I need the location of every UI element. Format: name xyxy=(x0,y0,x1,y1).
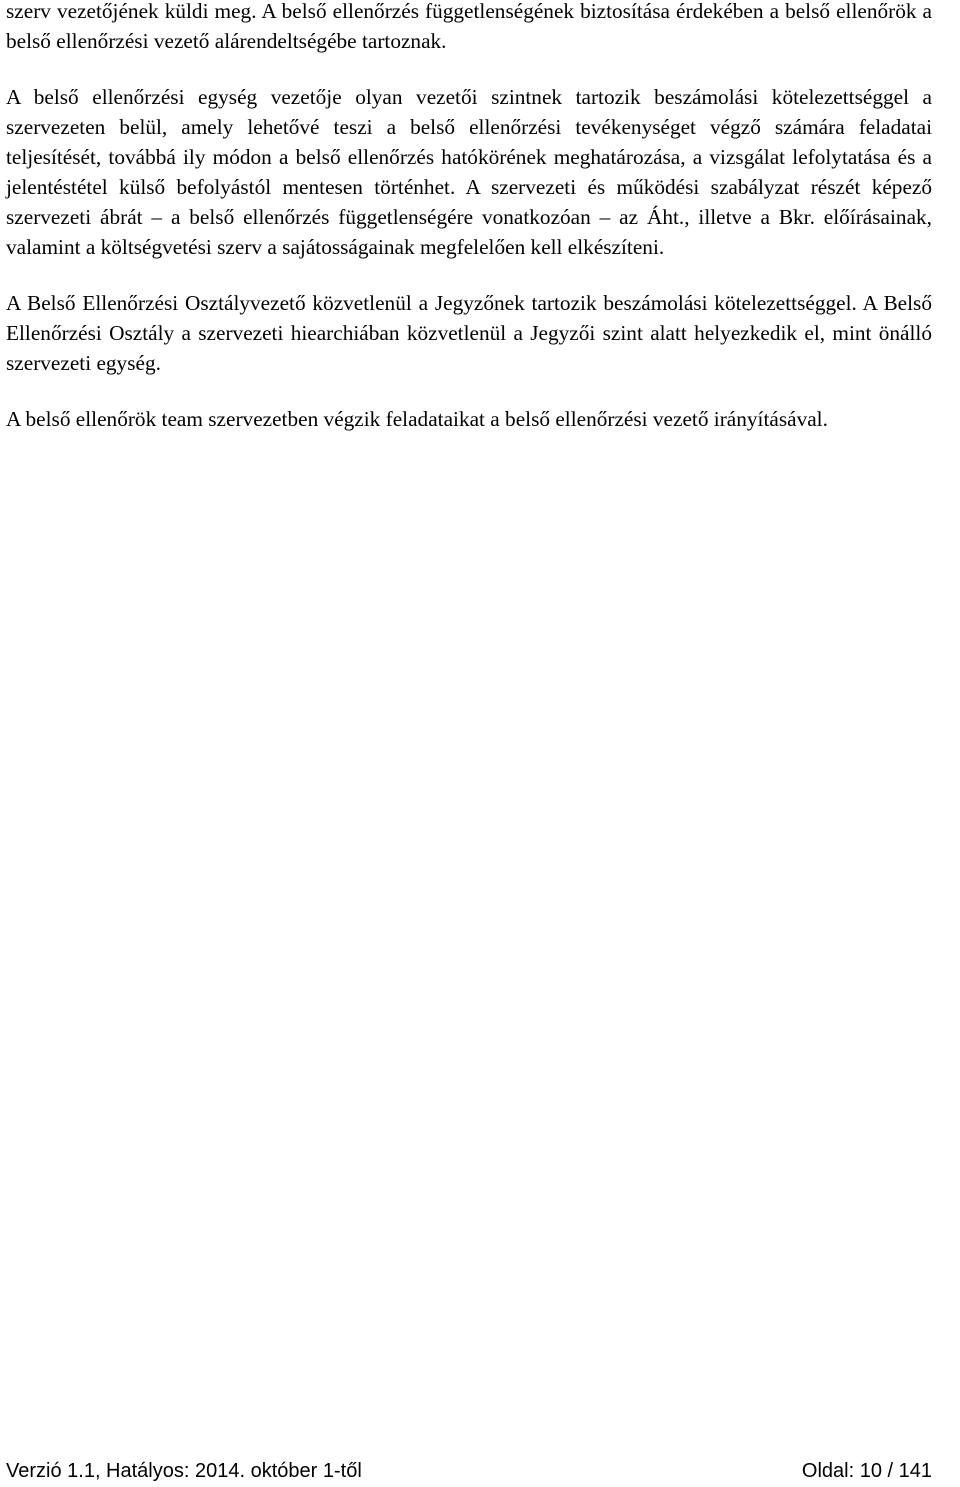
paragraph-team-organization: A belső ellenőrök team szervezetben végzik feladataikat a belső ellenőrzési vezető irányításával. xyxy=(6,407,828,431)
footer-version: Verzió 1.1, Hatályos: 2014. október 1-től xyxy=(6,1460,362,1482)
paragraph-independence: szerv vezetőjének küldi meg. A belső ellenőrzés függetlenségének biztosítása érdekében a belső ellenőrök a belső ellenőrzési vezető alárendeltségébe tartoznak. xyxy=(6,0,932,53)
footer-page-number: Oldal: 10 / 141 xyxy=(801,1460,932,1482)
paragraph-department-position: A Belső Ellenőrzési Osztályvezető közvetlenül a Jegyzőnek tartozik beszámolási kötelezettséggel. A Belső Ellenőrzési Osztály a szervezeti hiearchiában közvetlenül a Jegyzői szint alatt helyezkedik el, mint önálló szervezeti egység. xyxy=(6,291,932,375)
page-footer xyxy=(6,1458,932,1484)
paragraph-reporting-line: A belső ellenőrzési egység vezetője olyan vezetői szintnek tartozik beszámolási kötelezettséggel a szervezeten belül, amely lehetővé teszi a belső ellenőrzési tevékenységet végző számára feladatai teljesítését, továbbá ily módon a belső ellenőrzés hatókörének meghatározása, a vizsgálat lefolytatása és a jelentéstétel külső befolyástól mentesen történhet. A szervezeti és működési szabályzat részét képező szervezeti ábrát – a belső ellenőrzés függetlenségére vonatkozóan – az Áht., illetve a Bkr. előírásainak, valamint a költségvetési szerv a sajátosságainak megfelelően kell elkészíteni. xyxy=(6,85,932,259)
document-body xyxy=(6,0,932,460)
